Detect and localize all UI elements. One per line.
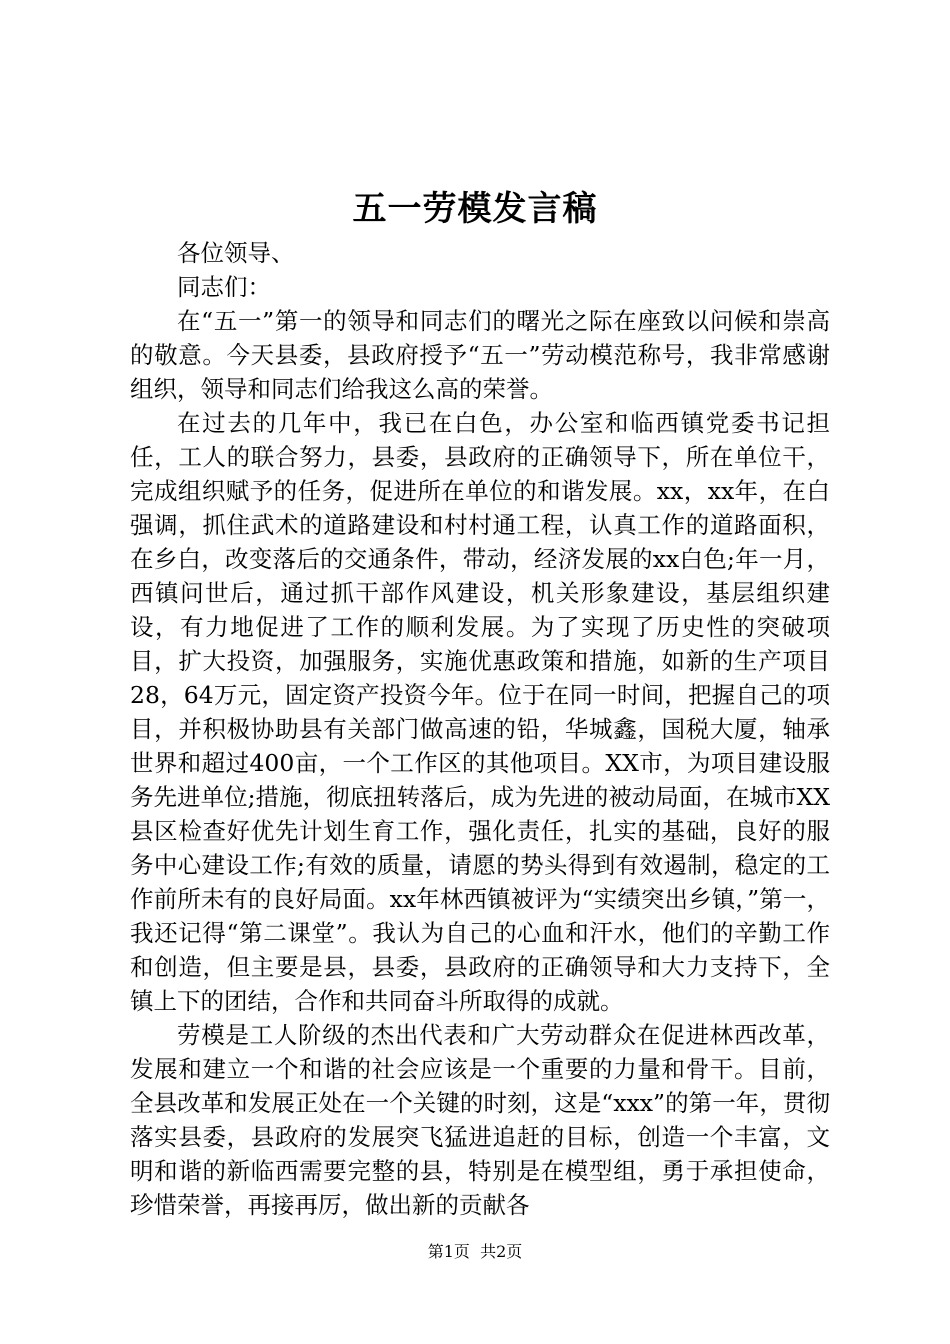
paragraph: 在“五一”第一的领导和同志们的曙光之际在座致以问候和崇高的敬意。今天县委，县政府授予“五一”劳动模范称号，我非常感谢组织，领导和同志们给我这么高的荣誉。 xyxy=(130,307,830,403)
page-number: 第1页 xyxy=(427,1242,470,1261)
greeting-line: 同志们： xyxy=(177,273,271,301)
page-footer xyxy=(0,1242,950,1262)
document-title: 五一劳模发言稿 xyxy=(352,189,598,229)
footer-spacer xyxy=(470,1242,480,1261)
page-total: 共2页 xyxy=(480,1242,523,1261)
greeting-line: 各位领导、 xyxy=(177,239,295,267)
paragraph: 劳模是工人阶级的杰出代表和广大劳动群众在促进林西改革，发展和建立一个和谐的社会应该是一个重要的力量和骨干。目前，全县改革和发展正处在一个关键的时刻，这是“xxx”的第一年，贯彻落实县委，县政府的发展突飞猛进追赶的目标，创造一个丰富，文明和谐的新临西需要完整的县，特别是在模型组，勇于承担使命，珍惜荣誉，再接再厉，做出新的贡献各 xyxy=(130,1021,830,1219)
document-body xyxy=(130,236,830,1222)
paragraph: 在过去的几年中，我已在白色，办公室和临西镇党委书记担任，工人的联合努力，县委，县政府的正确领导下，所在单位干，完成组织赋予的任务，促进所在单位的和谐发展。xx，xx年，在白强调，抓住武术的道路建设和村村通工程，认真工作的道路面积，在乡白，改变落后的交通条件，带动，经济发展的xx白色;年一月，西镇问世后，通过抓干部作风建设，机关形象建设，基层组织建设，有力地促进了工作的顺利发展。为了实现了历史性的突破项目，扩大投资，加强服务，实施优惠政策和措施，如新的生产项目28，64万元，固定资产投资今年。位于在同一时间，把握自己的项目，并积极协助县有关部门做高速的铅，华城鑫，国税大厦，轴承世界和超过400亩，一个工作区的其他项目。XX市，为项目建设服务先进单位;措施，彻底扭转落后，成为先进的被动局面，在城市XX县区检查好优先计划生育工作，强化责任，扎实的基础，良好的服务中心建设工作;有效的质量，请愿的势头得到有效遏制，稳定的工作前所未有的良好局面。xx年林西镇被评为“实绩突出乡镇，”第一，我还记得“第二课堂”。我认为自己的心血和汗水，他们的辛勤工作和创造，但主要是县，县委，县政府的正确领导和大力支持下，全镇上下的团结，合作和共同奋斗所取得的成就。 xyxy=(130,409,830,1015)
